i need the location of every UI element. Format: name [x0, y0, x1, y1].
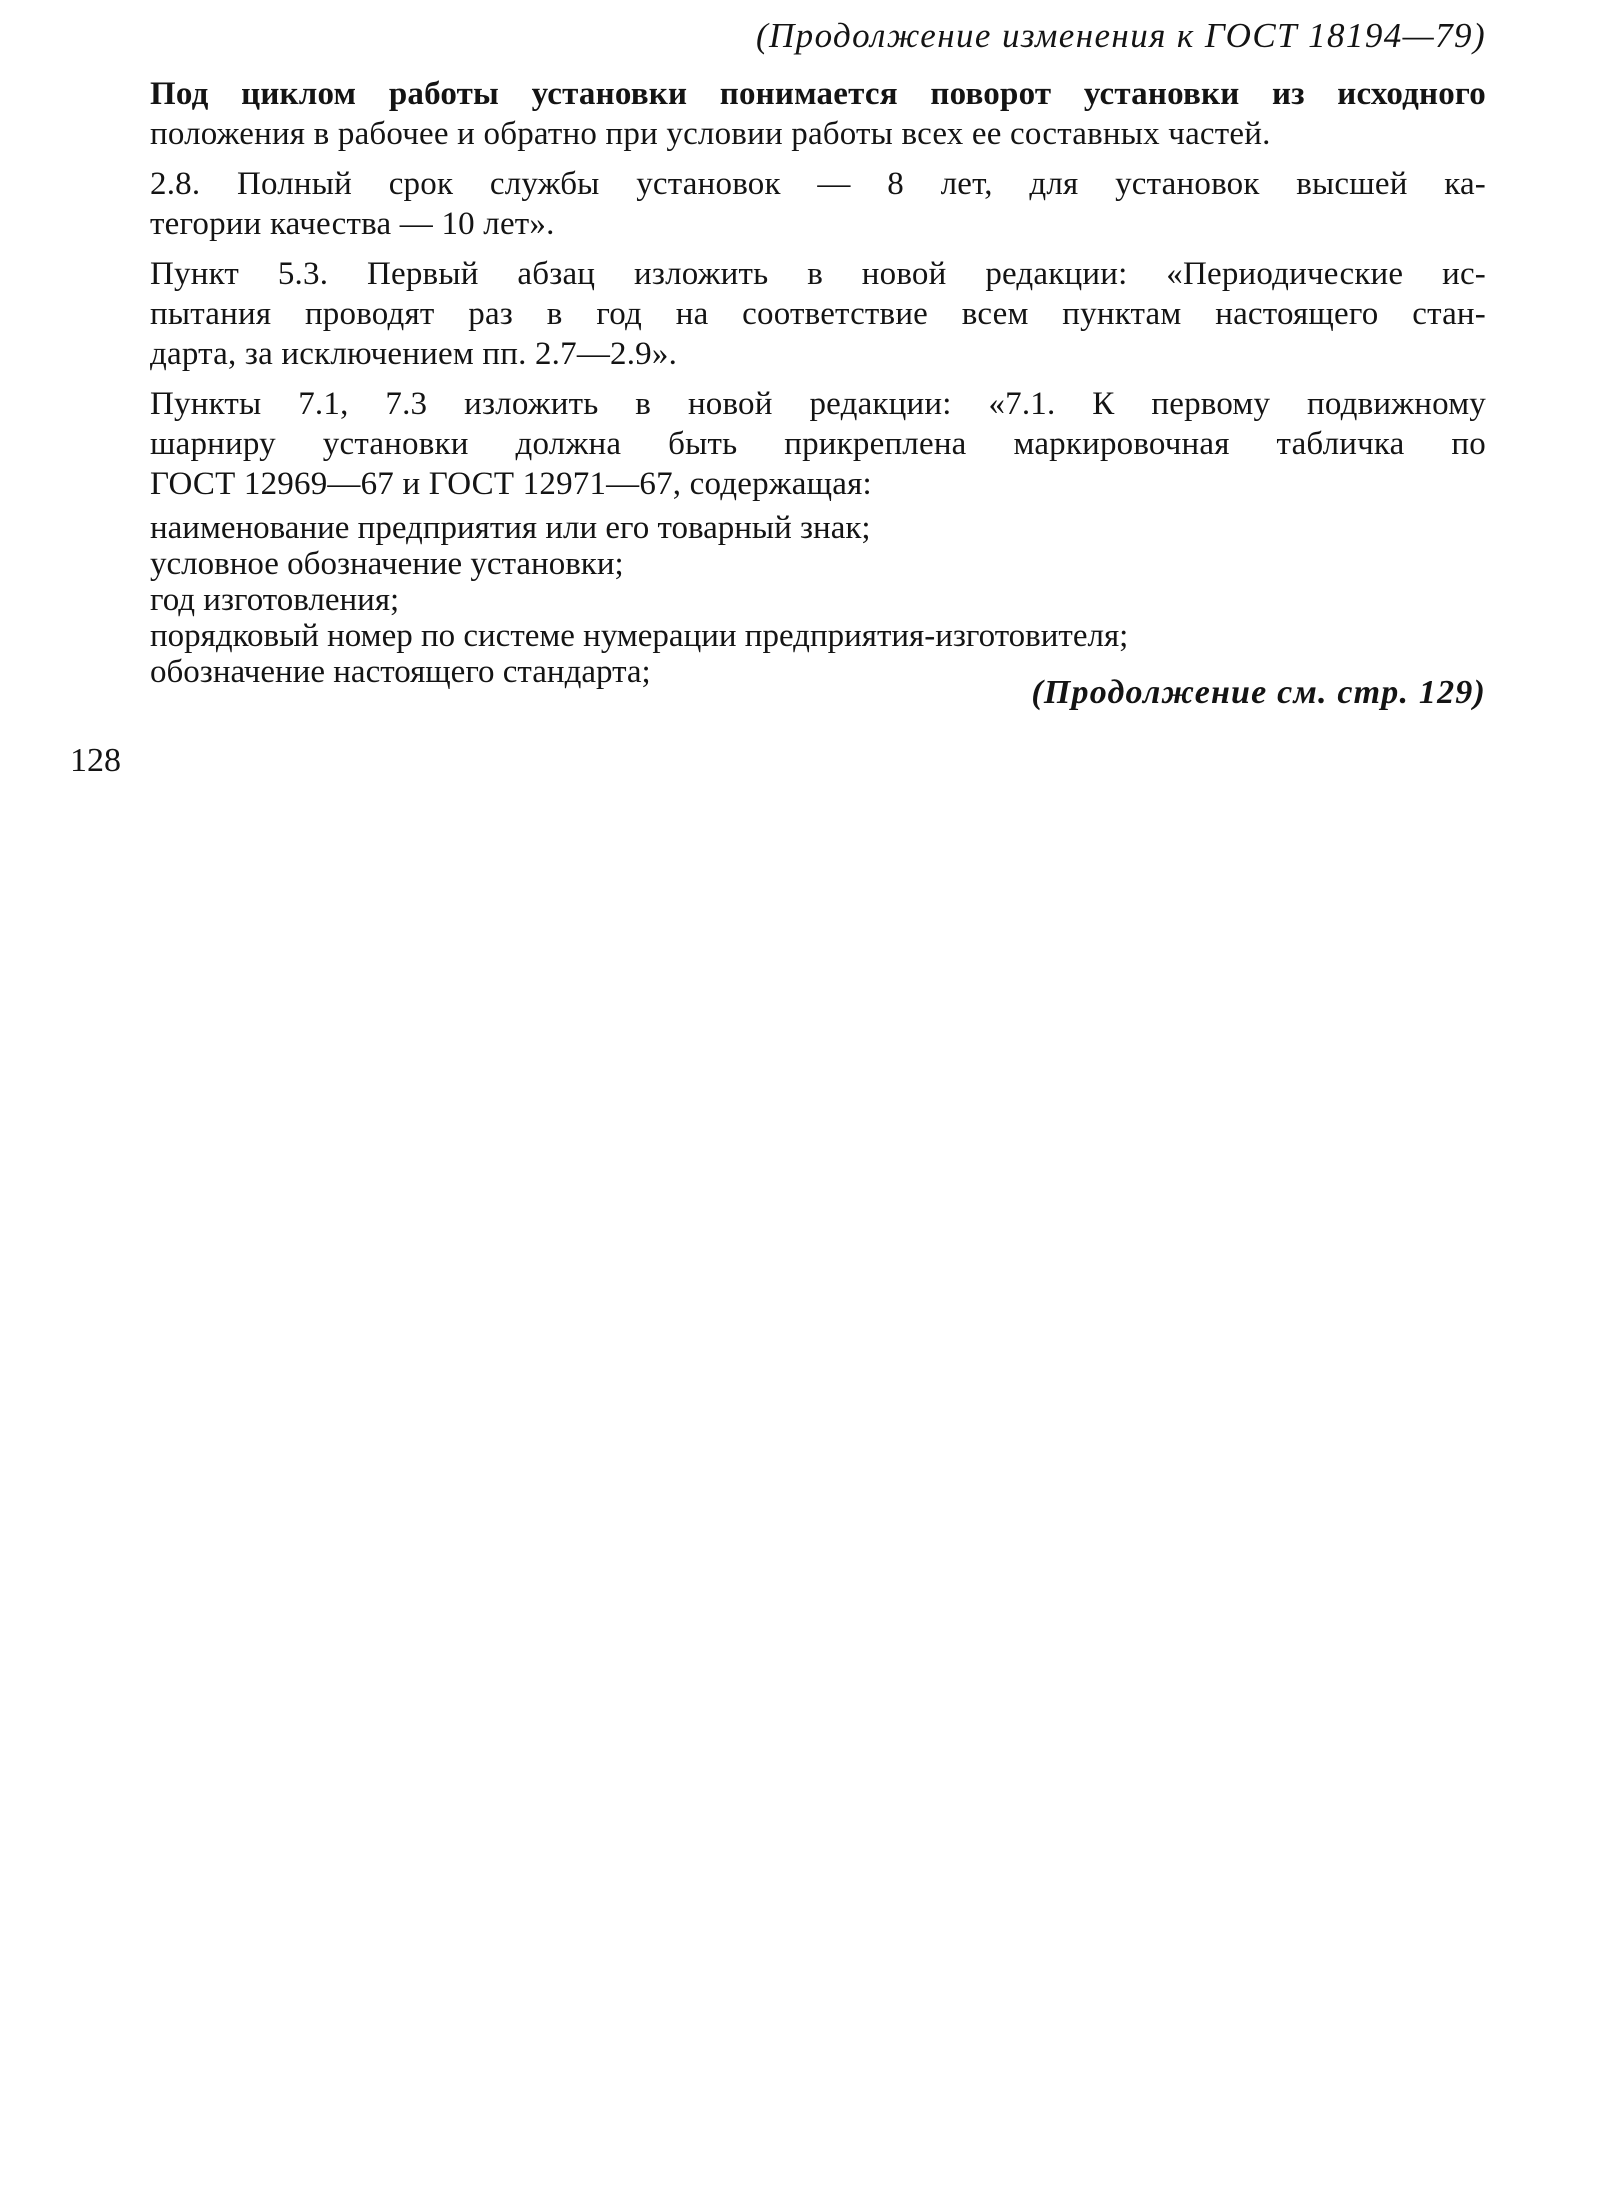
list-item: условное обозначение установки;: [150, 546, 624, 582]
paragraph-periodic-tests: [150, 254, 1486, 374]
marking-contents-list: [150, 510, 1486, 690]
page-number: 128: [70, 742, 121, 779]
text-line: Пункт 5.3. Первый абзац изложить в новой редакции: «Периодические ис-: [150, 256, 1486, 292]
paragraph-service-life: [150, 164, 1486, 244]
paragraph-cycle-definition: [150, 74, 1486, 154]
page-header: (Продолжение изменения к ГОСТ 18194—79): [755, 16, 1486, 55]
text-line: положения в рабочее и обратно при условии работы всех ее составных частей.: [150, 116, 1271, 152]
paragraph-marking-plate: [150, 384, 1486, 504]
text-line: пытания проводят раз в год на соответствие всем пунктам настоящего стан-: [150, 296, 1486, 332]
text-line: Под циклом работы установки понимается поворот установки из исходного: [150, 76, 1486, 112]
list-item: обозначение настоящего стандарта;: [150, 654, 651, 690]
list-item: наименование предприятия или его товарный знак;: [150, 510, 871, 546]
text-line: тегории качества — 10 лет».: [150, 206, 555, 242]
text-line: Пункты 7.1, 7.3 изложить в новой редакции: «7.1. К первому подвижному: [150, 386, 1486, 422]
document-body: [150, 74, 1486, 690]
continuation-note: (Продолжение см. стр. 129): [1031, 674, 1486, 711]
text-line: шарниру установки должна быть прикреплена маркировочная табличка по: [150, 426, 1486, 462]
list-item: год изготовления;: [150, 582, 400, 618]
text-line: дарта, за исключением пп. 2.7—2.9».: [150, 336, 678, 372]
list-item: порядковый номер по системе нумерации предприятия-изготовителя;: [150, 618, 1129, 654]
text-line: ГОСТ 12969—67 и ГОСТ 12971—67, содержащая:: [150, 466, 872, 502]
text-line: 2.8. Полный срок службы установок — 8 лет, для установок высшей ка-: [150, 166, 1486, 202]
